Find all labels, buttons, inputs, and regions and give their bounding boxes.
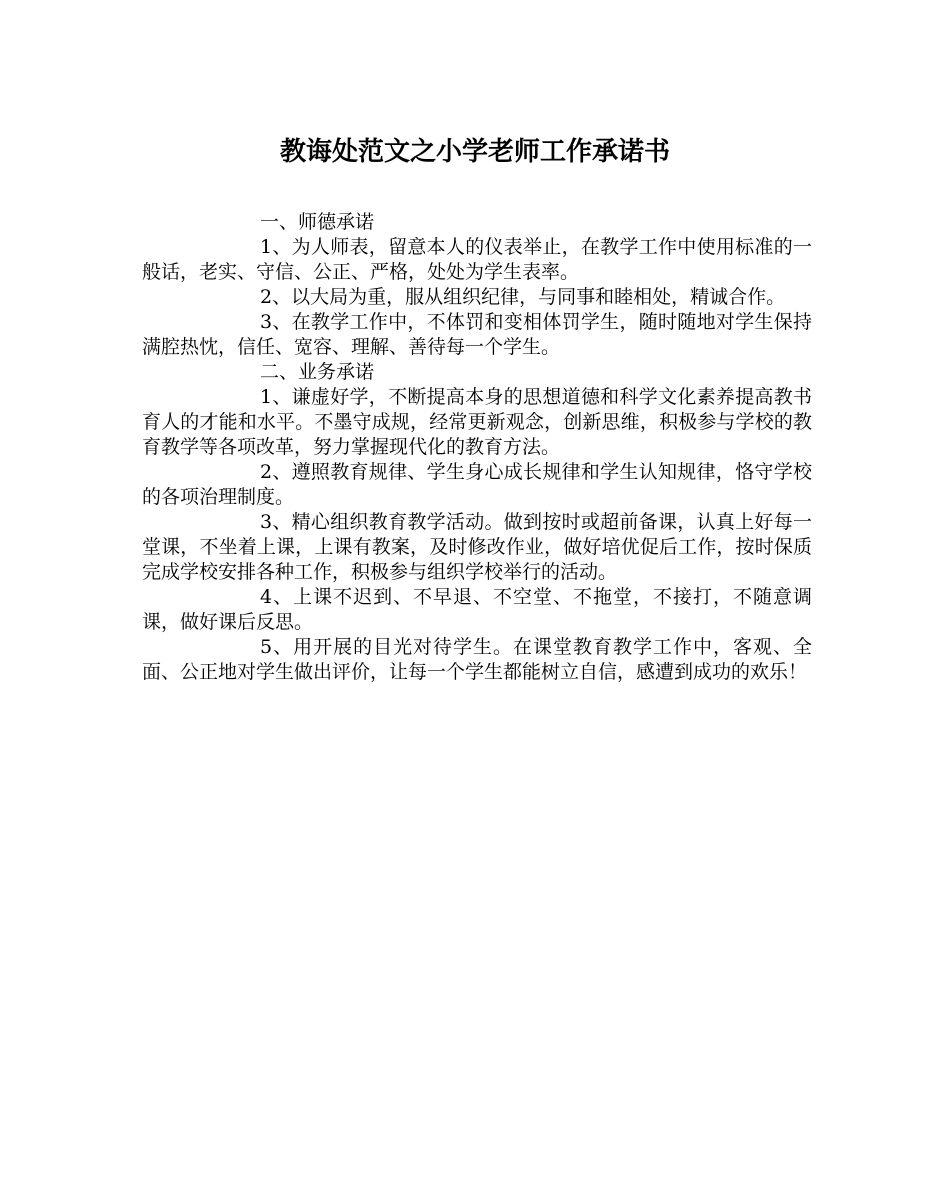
paragraph: 3、精心组织教育教学活动。做到按时或超前备课，认真上好每一堂课，不坐着上课，上课有教案，及时修改作业，做好培优促后工作，按时保质完成学校安排各种工作，积极参与组织学校举行的活动。 xyxy=(142,511,812,583)
section-heading-business: 二、业务承诺 xyxy=(260,361,375,383)
paragraph: 1、为人师表，留意本人的仪表举止，在教学工作中使用标准的一般话，老实、守信、公正、严格，处处为学生表率。 xyxy=(142,236,812,283)
section-heading-ethics: 一、师德承诺 xyxy=(260,211,375,233)
paragraph: 3、在教学工作中，不体罚和变相体罚学生，随时随地对学生保持满腔热忱，信任、宽容、理解、善待每一个学生。 xyxy=(142,311,812,358)
document-title: 教诲处范文之小学老师工作承诺书 xyxy=(279,137,670,167)
paragraph: 1、谦虚好学，不断提高本身的思想道德和科学文化素养提高教书育人的才能和水平。不墨守成规，经常更新观念，创新思维，积极参与学校的教育教学等各项改革，努力掌握现代化的教育方法。 xyxy=(142,386,812,458)
paragraph: 5、用开展的目光对待学生。在课堂教育教学工作中，客观、全面、公正地对学生做出评价，让每一个学生都能树立自信，感遭到成功的欢乐！ xyxy=(142,636,812,683)
document-body xyxy=(142,210,812,685)
paragraph: 4、上课不迟到、不早退、不空堂、不拖堂，不接打，不随意调课，做好课后反思。 xyxy=(142,586,812,633)
paragraph: 2、以大局为重，服从组织纪律，与同事和睦相处，精诚合作。 xyxy=(260,286,786,308)
paragraph: 2、遵照教育规律、学生身心成长规律和学生认知规律，恪守学校的各项治理制度。 xyxy=(142,461,812,508)
